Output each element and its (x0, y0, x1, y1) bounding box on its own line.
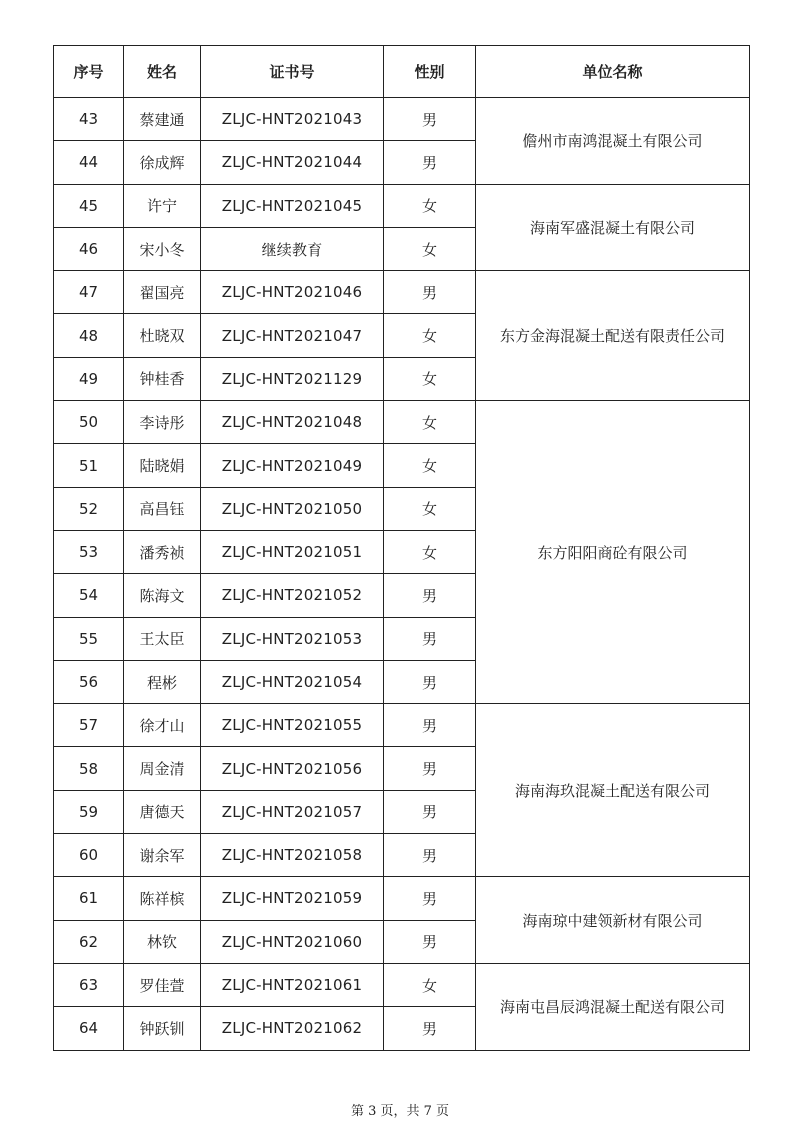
row-number: 49 (54, 357, 124, 400)
row-number: 63 (54, 963, 124, 1006)
gender: 女 (384, 227, 476, 270)
gender: 男 (384, 660, 476, 703)
row-number: 60 (54, 834, 124, 877)
certificate-number: ZLJC-HNT2021049 (201, 444, 384, 487)
certificate-number: ZLJC-HNT2021051 (201, 530, 384, 573)
certificate-number: ZLJC-HNT2021059 (201, 877, 384, 920)
gender: 男 (384, 747, 476, 790)
gender: 男 (384, 574, 476, 617)
page-footer: 第 3 页，共 7 页 (350, 1104, 450, 1119)
unit-name: 海南军盛混凝土有限公司 (476, 184, 750, 271)
unit-name: 海南琼中建领新材有限公司 (476, 877, 750, 964)
certificate-number: ZLJC-HNT2021050 (201, 487, 384, 530)
person-name: 林钦 (124, 920, 201, 963)
header-no: 序号 (54, 46, 124, 98)
certificate-number: ZLJC-HNT2021045 (201, 184, 384, 227)
person-name: 翟国亮 (124, 271, 201, 314)
certificate-number: ZLJC-HNT2021060 (201, 920, 384, 963)
person-name: 钟桂香 (124, 357, 201, 400)
person-name: 钟跃钏 (124, 1007, 201, 1050)
certificate-number: ZLJC-HNT2021061 (201, 963, 384, 1006)
person-name: 许宁 (124, 184, 201, 227)
person-name: 陈海文 (124, 574, 201, 617)
row-number: 52 (54, 487, 124, 530)
gender: 女 (384, 401, 476, 444)
header-gender: 性别 (384, 46, 476, 98)
gender: 男 (384, 617, 476, 660)
certificate-number: ZLJC-HNT2021054 (201, 660, 384, 703)
certificate-number: ZLJC-HNT2021043 (201, 98, 384, 141)
row-number: 53 (54, 530, 124, 573)
row-number: 55 (54, 617, 124, 660)
table-row (54, 704, 750, 747)
gender: 男 (384, 1007, 476, 1050)
gender: 女 (384, 184, 476, 227)
certificate-number: ZLJC-HNT2021048 (201, 401, 384, 444)
person-name: 宋小冬 (124, 227, 201, 270)
person-name: 蔡建通 (124, 98, 201, 141)
gender: 男 (384, 877, 476, 920)
table-row (54, 963, 750, 1006)
person-name: 李诗彤 (124, 401, 201, 444)
person-name: 徐才山 (124, 704, 201, 747)
gender: 女 (384, 530, 476, 573)
certificate-number: ZLJC-HNT2021052 (201, 574, 384, 617)
row-number: 43 (54, 98, 124, 141)
unit-name: 海南屯昌辰鸿混凝土配送有限公司 (476, 963, 750, 1050)
row-number: 50 (54, 401, 124, 444)
row-number: 58 (54, 747, 124, 790)
row-number: 59 (54, 790, 124, 833)
gender: 男 (384, 141, 476, 184)
unit-name: 东方金海混凝土配送有限责任公司 (476, 271, 750, 401)
gender: 女 (384, 963, 476, 1006)
person-name: 徐成辉 (124, 141, 201, 184)
certificate-number: ZLJC-HNT2021129 (201, 357, 384, 400)
header-name: 姓名 (124, 46, 201, 98)
certificate-number: ZLJC-HNT2021044 (201, 141, 384, 184)
table-row (54, 184, 750, 227)
gender: 男 (384, 834, 476, 877)
person-name: 高昌钰 (124, 487, 201, 530)
gender: 女 (384, 487, 476, 530)
header-cert: 证书号 (201, 46, 384, 98)
person-name: 唐德天 (124, 790, 201, 833)
row-number: 48 (54, 314, 124, 357)
person-name: 罗佳萱 (124, 963, 201, 1006)
table-row (54, 401, 750, 444)
unit-name: 儋州市南鸿混凝土有限公司 (476, 98, 750, 185)
row-number: 47 (54, 271, 124, 314)
row-number: 64 (54, 1007, 124, 1050)
gender: 女 (384, 444, 476, 487)
roster-table (53, 45, 750, 1051)
table-row (54, 877, 750, 920)
row-number: 56 (54, 660, 124, 703)
table-row (54, 271, 750, 314)
certificate-number: ZLJC-HNT2021055 (201, 704, 384, 747)
gender: 女 (384, 314, 476, 357)
person-name: 杜晓双 (124, 314, 201, 357)
certificate-number: ZLJC-HNT2021058 (201, 834, 384, 877)
gender: 男 (384, 920, 476, 963)
certificate-number: 继续教育 (201, 227, 384, 270)
row-number: 57 (54, 704, 124, 747)
person-name: 程彬 (124, 660, 201, 703)
row-number: 54 (54, 574, 124, 617)
person-name: 周金清 (124, 747, 201, 790)
table-row (54, 98, 750, 141)
gender: 男 (384, 790, 476, 833)
gender: 女 (384, 357, 476, 400)
gender: 男 (384, 271, 476, 314)
certificate-number: ZLJC-HNT2021057 (201, 790, 384, 833)
row-number: 44 (54, 141, 124, 184)
gender: 男 (384, 704, 476, 747)
header-unit: 单位名称 (476, 46, 750, 98)
gender: 男 (384, 98, 476, 141)
person-name: 潘秀祯 (124, 530, 201, 573)
person-name: 陈祥槟 (124, 877, 201, 920)
certificate-number: ZLJC-HNT2021053 (201, 617, 384, 660)
certificate-number: ZLJC-HNT2021062 (201, 1007, 384, 1050)
certificate-number: ZLJC-HNT2021046 (201, 271, 384, 314)
row-number: 46 (54, 227, 124, 270)
row-number: 61 (54, 877, 124, 920)
unit-name: 海南海玖混凝土配送有限公司 (476, 704, 750, 877)
unit-name: 东方阳阳商砼有限公司 (476, 401, 750, 704)
row-number: 51 (54, 444, 124, 487)
certificate-number: ZLJC-HNT2021047 (201, 314, 384, 357)
certificate-number: ZLJC-HNT2021056 (201, 747, 384, 790)
row-number: 45 (54, 184, 124, 227)
table-body (54, 98, 750, 1051)
person-name: 王太臣 (124, 617, 201, 660)
row-number: 62 (54, 920, 124, 963)
person-name: 陆晓娟 (124, 444, 201, 487)
header-row (54, 46, 750, 98)
person-name: 谢余军 (124, 834, 201, 877)
